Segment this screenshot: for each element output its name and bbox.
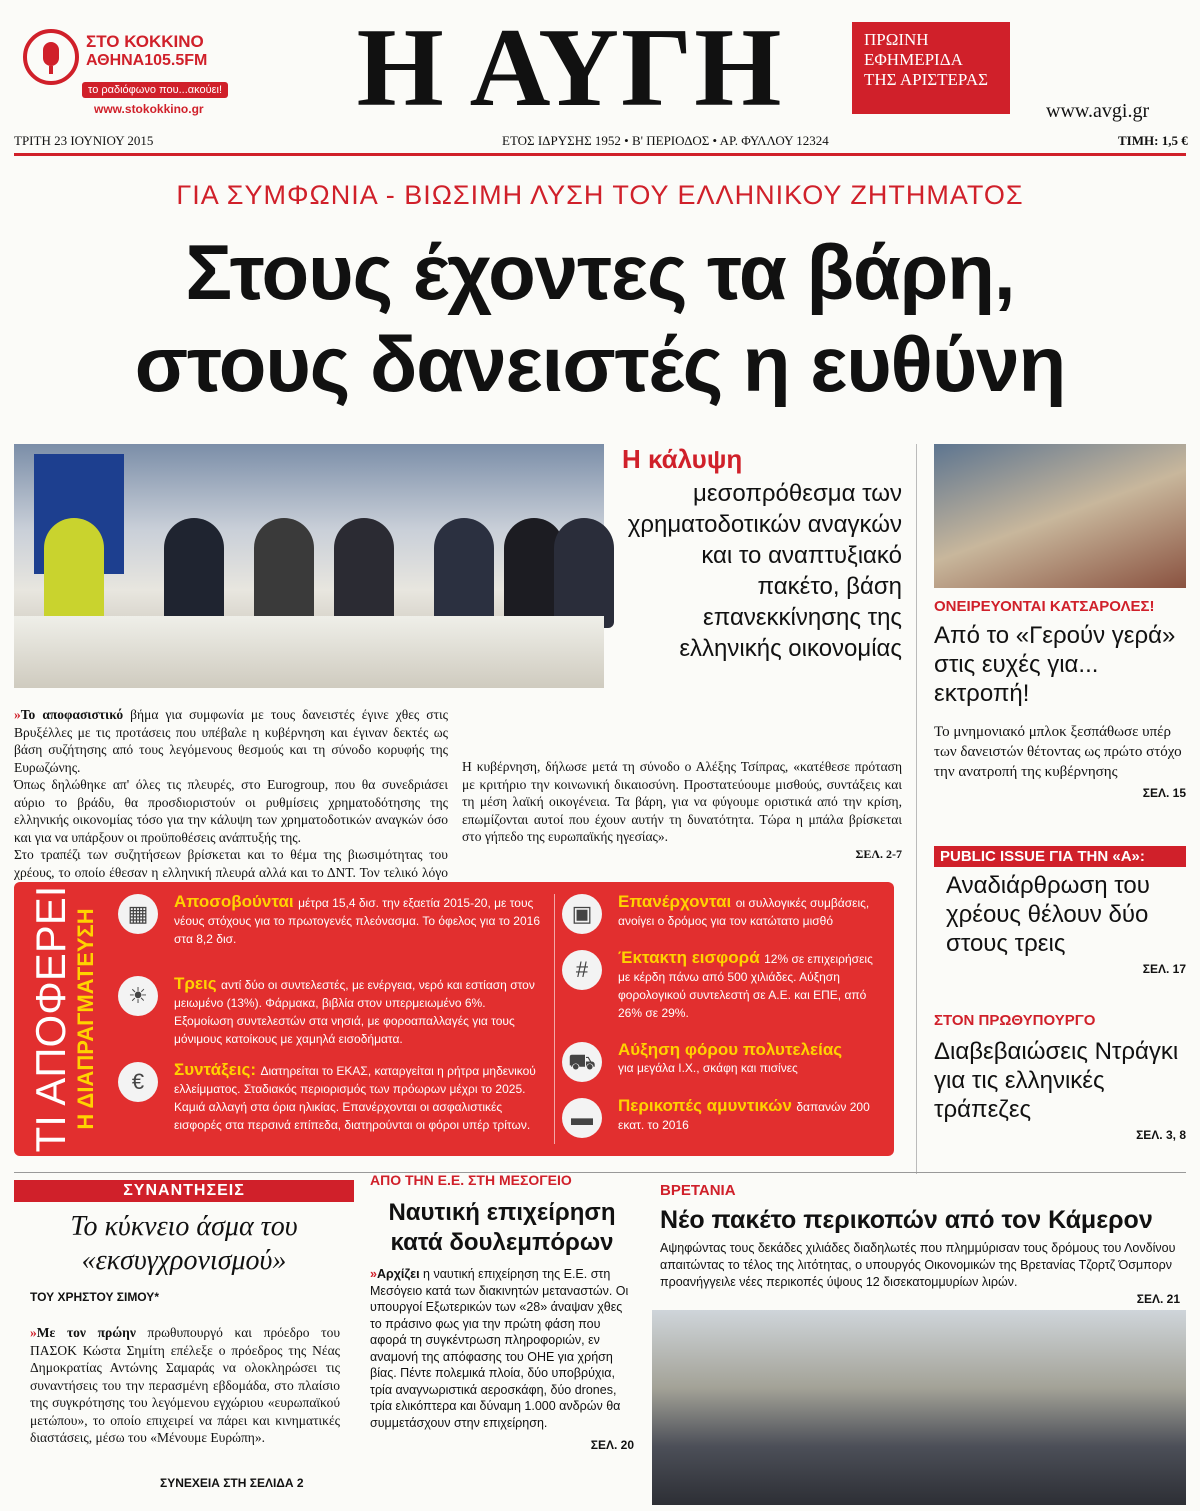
headline-line-2: στους δανειστές η ευθύνη — [134, 320, 1066, 408]
sidebar-story-2 — [934, 846, 1186, 976]
negotiation-box — [14, 882, 894, 1156]
dateline: ΤΡΙΤΗ 23 ΙΟΥΝΙΟΥ 2015 — [14, 133, 154, 148]
lead-col-1 — [14, 706, 448, 880]
sidebar-story-1 — [934, 598, 1186, 800]
issue-info: ΕΤΟΣ ΙΔΡΥΣΗΣ 1952 • Β' ΠΕΡΙΟΔΟΣ • ΑΡ. ΦΥΛΛΟΥ 12324 — [502, 133, 829, 148]
sidebar-story-3 — [934, 1012, 1186, 1142]
box-title-2: Η ΔΙΑΠΡΑΓΜΑΤΕΥΣΗ — [73, 908, 98, 1130]
lead-kicker: ΓΙΑ ΣΥΜΦΩΝΙΑ - ΒΙΩΣΙΜΗ ΛΥΣΗ ΤΟΥ ΕΛΛΗΝΙΚΟΥ ΖΗΤΗΜΑΤΟΣ — [176, 180, 1024, 210]
microphone-icon — [22, 28, 80, 86]
sidebar-head: Από το «Γερούν γερά» στις ευχές για... εκτροπή! — [934, 622, 1176, 707]
lead-headline — [10, 226, 1190, 410]
britain-text: Αψηφώντας τους δεκάδες χιλιάδες διαδηλωτές που πλημμύρισαν τους δρόμους του Λονδίνου απαιτώντας το τέλος της λιτότητας, ο υπουργός Οικονομικών της Βρετανίας Τζορτζ Όσμπορν προανήγγειλε νέες περικοπές ύψους 12 δισεκατομμυρίων λιρών. — [660, 1241, 1176, 1289]
lead-p1: βήμα για συμφωνία με τους δανειστές έγινε χθες στις Βρυξέλλες με τις προτάσεις που υπέβαλε η κυβέρνηση και έγιναν δεκτές ως βάση συζήτησης από τους λεγόμενους θεσμούς και τη σύνοδο κορυφής της Ευρωζώνης. — [14, 707, 448, 775]
box-item-head: Περικοπές αμυντικών — [618, 1096, 792, 1115]
meetings-label: ΣΥΝΑΝΤΗΣΕΙΣ — [14, 1180, 354, 1202]
box-item-head: Επανέρχονται — [618, 892, 732, 911]
radio-url[interactable]: www.stokokkino.gr — [94, 102, 204, 116]
sidebar-head: Διαβεβαιώσεις Ντράγκι για τις ελληνικές τράπεζες — [934, 1038, 1179, 1123]
naval-text: η ναυτική επιχείρηση της Ε.Ε. στη Μεσόγειο κατά των διακινητών μεταναστών. Οι υπουργοί Εξωτερικών των «28» άναψαν χθες το πράσινο φως για την πρώτη φάση που αφορά τη συγκέντρωση πληροφοριών, εν αναμονή της απόφασης του ΟΗΕ για χρήση βίας. Πέντε πολεμικά πλοία, δύο υποβρύχια, τρία αναγνωριστικά αεροσκάφη, δύο drones, τρία ελικόπτερα και δύναμη 1.000 ανδρών θα συμμετάσχουν στην επιχείρηση. — [370, 1267, 629, 1430]
meetings-continued: ΣΥΝΕΧΕΙΑ ΣΤΗ ΣΕΛΙΔΑ 2 — [160, 1476, 304, 1490]
box-item-text: αντί δύο οι συντελεστές, με ενέργεια, νερό και εστίαση στον μειωμένο (13%). Φάρμακα, βιβλία στον υπερμειωμένο 6%. Εξομοίωση συντελεστών στα νησιά, με φοροαπαλλαγές για τους μόνιμους κατοίκους με χαμηλά εισοδήματα. — [174, 978, 535, 1046]
box-item-text: μέτρα 15,4 δισ. την εξαετία 2015-20, με τους νέους στόχους για το πρωτογενές πλεόνασμα. Το όφελος για το 2016 στα 8,2 δισ. — [174, 896, 541, 946]
arrow-icon: » — [14, 707, 21, 722]
masthead-title: Η ΑΥΓΗ — [356, 6, 784, 130]
naval-head: Ναυτική επιχείρηση κατά δουλεμπόρων — [388, 1199, 616, 1256]
box-item-head: Τρεις — [174, 974, 217, 993]
sidebar-body: Το μνημονιακό μπλοκ ξεσπάθωσε υπέρ των δανειστών θέτοντας ως πρώτο στόχο την ανατροπή της κυβέρνησης — [934, 724, 1182, 780]
lead-p1-lead: Το αποφασιστικό — [20, 707, 124, 722]
sidebar-page-ref: ΣΕΛ. 3, 8 — [1136, 1128, 1186, 1142]
tank-icon: ▬ — [562, 1098, 602, 1138]
box-item-text: για μεγάλα Ι.Χ., σκάφη και πισίνες — [618, 1061, 798, 1075]
sidebar-photo — [934, 444, 1186, 588]
arrow-icon: » — [370, 1267, 377, 1281]
box-item-head: Συντάξεις: — [174, 1060, 256, 1079]
britain-page-ref: ΣΕΛ. 21 — [1136, 1292, 1180, 1306]
box-item-text: δαπανών 200 εκατ. το 2016 — [618, 1100, 870, 1132]
box-item — [562, 948, 888, 1022]
tagline-line: ΠΡΩΙΝΗ — [864, 30, 929, 49]
box-item-text: 12% σε επιχειρήσεις με κέρδη πάνω από 500 χιλιάδες. Αύξηση φορολογικού συντελεστή σε Α.Ε. και ΕΠΕ, από 26% σε 29%. — [618, 952, 873, 1020]
box-item — [562, 1096, 888, 1134]
box-item-head: Αποσοβούνται — [174, 892, 294, 911]
radio-slogan: το ραδιόφωνο που...ακούει! — [82, 82, 228, 98]
meetings-lead: Με τον πρώην — [36, 1325, 136, 1340]
sidebar-head: Αναδιάρθρωση του χρέους θέλουν δύο στους τρεις — [946, 872, 1150, 957]
tagline-line: ΕΦΗΜΕΡΙΔΑ — [864, 50, 963, 69]
masthead-tagline — [852, 22, 1010, 114]
sidebar-kicker: ΟΝΕΙΡΕΥΟΝΤΑΙ ΚΑΤΣΑΡΟΛΕΣ! — [934, 598, 1155, 615]
cover-head: Η κάλυψη — [622, 444, 743, 474]
sidebar-kicker: ΣΤΟΝ ΠΡΩΘΥΠΟΥΡΓΟ — [934, 1012, 1096, 1029]
briefcase-icon: ▣ — [562, 894, 602, 934]
sidebar-kicker: PUBLIC ISSUE ΓΙΑ ΤΗΝ «Α»: — [934, 846, 1186, 867]
box-item-head: Έκτακτη εισφορά — [618, 948, 760, 967]
box-item — [118, 1060, 548, 1134]
naval-lead: Αρχίζει — [376, 1267, 420, 1281]
radio-station: ΑΘΗΝΑ105.5FM — [86, 52, 208, 69]
britain-photo — [652, 1310, 1186, 1505]
car-icon: ⛟ — [562, 1042, 602, 1082]
box-item — [562, 892, 888, 930]
meetings-head: Το κύκνειο άσμα του «εκσυγχρονισμού» — [70, 1211, 298, 1276]
box-item — [118, 974, 548, 1048]
lead-photo — [14, 444, 604, 688]
meetings-author: ΤΟΥ ΧΡΗΣΤΟΥ ΣΙΜΟΥ* — [30, 1290, 159, 1304]
lead-page-ref: ΣΕΛ. 2-7 — [855, 846, 902, 861]
box-item-head: Αύξηση φόρου πολυτελείας — [618, 1040, 843, 1059]
britain-kicker: ΒΡΕΤΑΝΙΑ — [660, 1182, 736, 1199]
naval-kicker: ΑΠΟ ΤΗΝ Ε.Ε. ΣΤΗ ΜΕΣΟΓΕΙΟ — [370, 1172, 572, 1188]
site-url[interactable]: www.avgi.gr — [1046, 100, 1150, 122]
box-item-text: Διατηρείται το ΕΚΑΣ, καταργείται η ρήτρα μηδενικού ελλείμματος. Σταδιακός περιορισμός των πρόωρων μέχρι το 2025. Καμιά αλλαγή στα όρια ηλικίας. Επανέρχονται οι ασφαλιστικές εισφορές στα περσινά επίπεδα, διατηρούνται οι φόροι υπέρ τρίτων. — [174, 1064, 536, 1132]
meetings-text: πρωθυπουργό και πρόεδρο του ΠΑΣΟΚ Κώστα Σημίτη επέλεξε ο πρόεδρος της Νέας Δημοκρατίας Αντώνης Σαμαράς να ολοκληρώσει τις συναντήσεις του την περασμένη εβδομάδα, στο πλαίσιο της συγκρότησης του λεγόμενου εγχώριου «ευρωπαϊκού μετώπου», το οποίο επιχειρεί να πάρει και κινηματικές διαστάσεις, μέσω του «Μένουμε Ευρώπη». — [30, 1325, 341, 1445]
section-rule — [14, 1172, 1186, 1173]
euro-icon: € — [118, 1062, 158, 1102]
sidebar-page-ref: ΣΕΛ. 15 — [1142, 786, 1186, 800]
lead-p3: Στο τραπέζι των συζητήσεων βρίσκεται και το θέμα της βιωσιμότητας του χρέους, το οποίο έθεσαν η ελληνική πλευρά αλλά και το ΔΝΤ. Τον τελικό λόγο — [14, 847, 448, 880]
grid-icon: # — [562, 950, 602, 990]
price: ΤΙΜΗ: 1,5 € — [1118, 133, 1188, 148]
box-item-text: οι συλλογικές συμβάσεις, ανοίγει ο δρόμος για τον κατώτατο μισθό — [618, 896, 870, 928]
column-rule — [916, 444, 917, 1174]
radio-ad — [22, 22, 250, 122]
radio-name: ΣΤΟ ΚΟΚΚΙΝΟ — [86, 32, 204, 51]
cover-body: μεσοπρόθεσμα των χρηματοδοτικών αναγκών και το αναπτυξιακό πακέτο, βάση επανεκκίνησης της ελληνικής οικονομίας — [627, 480, 902, 662]
headline-line-1: Στους έχοντες τα βάρη, — [185, 228, 1015, 316]
britain-head: Νέο πακέτο περικοπών από τον Κάμερον — [660, 1206, 1153, 1234]
britain-body — [660, 1240, 1180, 1308]
naval-page-ref: ΣΕΛ. 20 — [590, 1438, 634, 1452]
sidebar-page-ref: ΣΕΛ. 17 — [1142, 962, 1186, 976]
lead-p2: Όπως δηλώθηκε απ' όλες τις πλευρές, στο Eurogroup, που θα συνεδριάσει αύριο το βράδυ, θα προσδιοριστούν οι ρυθμίσεις χρηματοδότησης της ελληνικής οικονομίας τόσο για την κάλυψη των χρηματοδοτικών αναγκών όσο και για να υπάρξουν οι προϋποθέσεις ανάπτυξής της. — [14, 777, 448, 845]
tagline-line: ΤΗΣ ΑΡΙΣΤΕΡΑΣ — [864, 70, 989, 89]
naval-body — [370, 1266, 634, 1454]
meetings-body — [30, 1324, 340, 1447]
lead-col-2 — [462, 706, 902, 863]
box-item — [118, 892, 548, 948]
box-item — [562, 1040, 888, 1076]
lead-p4: Η κυβέρνηση, δήλωσε μετά τη σύνοδο ο Αλέξης Τσίπρας, «κατέθεσε πρόταση με κριτήριο την κοινωνική δικαιοσύνη. Προστατεύουμε μισθούς, συντάξεις και τη μέση λαϊκή οικογένεια. Τα βάρη, για να φύγουμε οριστικά από την κρίση, επωμίζονται αυτοί που έχουν αυτήν τη δυνατότητα. Τώρα η μπάλα βρίσκεται στο γήπεδο της ευρωπαϊκής ηγεσίας». — [462, 759, 902, 844]
masthead-rule — [14, 153, 1186, 156]
box-title-1: ΤΙ ΑΠΟΦΕΡΕΙ — [27, 885, 74, 1153]
calculator-icon: ▦ — [118, 894, 158, 934]
arrow-icon: » — [30, 1325, 37, 1340]
box-vertical-title — [14, 882, 114, 1156]
lightbulb-icon: ☀ — [118, 976, 158, 1016]
